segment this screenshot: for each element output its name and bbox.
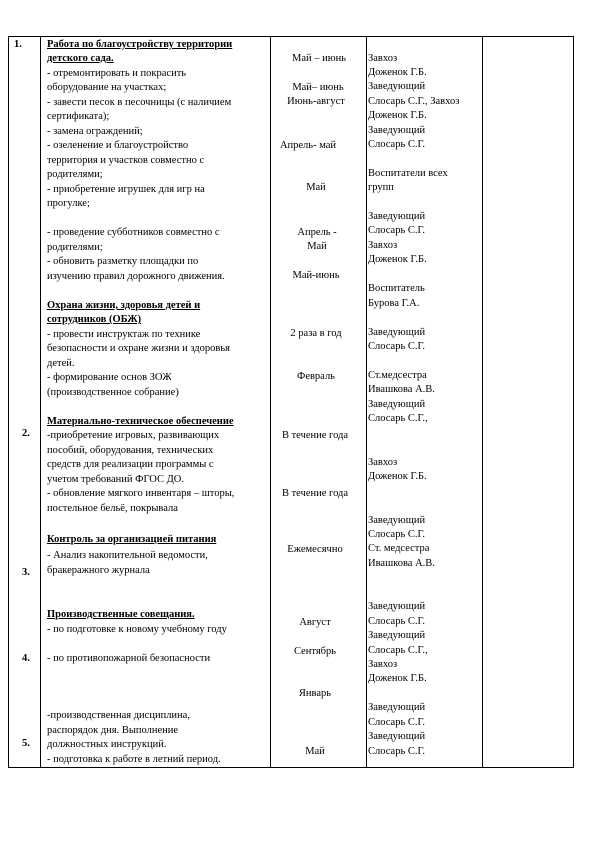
activity-line: - по подготовке к новому учебному году	[47, 624, 227, 635]
activity-line: средств для реализации программы с	[47, 459, 214, 470]
column-divider	[270, 37, 271, 767]
responsible-line: Доженок Г.Б.	[368, 254, 427, 265]
row-number: 1.	[14, 39, 22, 50]
term: Февраль	[297, 371, 335, 382]
term: Май	[305, 746, 325, 757]
section-title: Контроль за организацией питания	[47, 534, 217, 545]
column-divider	[366, 37, 367, 767]
activity-line: должностных инструкций.	[47, 739, 167, 750]
activity-line: -производственная дисциплина,	[47, 710, 190, 721]
responsible-line: Заведующий	[368, 702, 426, 713]
responsible-line: Завхоз	[368, 240, 398, 251]
activity-line: прогулке;	[47, 198, 90, 209]
responsible-line: Заведующий	[368, 327, 426, 338]
responsible-line: Доженок Г.Б.	[368, 110, 427, 121]
activity-line: - обновить разметку площадки по	[47, 256, 199, 267]
activity-line: сертификата);	[47, 111, 110, 122]
term: Август	[299, 617, 331, 628]
activity-line: постельное бельё, покрывала	[47, 503, 178, 514]
activity-line: родителями;	[47, 242, 103, 253]
activity-line: - Анализ накопительной ведомости,	[47, 550, 208, 561]
responsible-line: Слосарь С.Г.	[368, 616, 426, 627]
responsible-line: Заведующий	[368, 211, 426, 222]
activity-line: распорядок дня. Выполнение	[47, 725, 179, 736]
activity-line: (производственное собрание)	[47, 387, 179, 398]
responsible-line: Слосарь С.Г.,	[368, 645, 428, 656]
responsible-line: Слосарь С.Г.	[368, 139, 426, 150]
term: Июнь-август	[287, 96, 345, 107]
section-title: сотрудников (ОБЖ)	[47, 314, 142, 325]
row-number: 4.	[22, 653, 30, 664]
activity-line: родителями;	[47, 169, 103, 180]
activity-line: бракеражного журнала	[47, 565, 150, 576]
term: В течение года	[281, 488, 349, 499]
responsible-line: Воспитатели всех	[368, 168, 448, 179]
column-divider	[40, 37, 41, 767]
activity-line: -приобретение игровых, развивающих	[47, 430, 220, 441]
activity-line: - отремонтировать и покрасить	[47, 68, 187, 79]
term: Май	[307, 241, 327, 252]
term: 2 раза в год	[290, 328, 342, 339]
activity-line: - приобретение игрушек для игр на	[47, 184, 205, 195]
activity-line: изучению правил дорожного движения.	[47, 271, 225, 282]
responsible-line: Слосарь С.Г., Завхоз	[368, 96, 460, 107]
responsible-line: Заведующий	[368, 515, 426, 526]
term: Январь	[298, 688, 332, 699]
activity-line: - замена ограждений;	[47, 126, 143, 137]
responsible-line: Заведующий	[368, 630, 426, 641]
activity-line: - озеленение и благоустройство	[47, 140, 189, 151]
responsible-line: Заведующий	[368, 731, 426, 742]
row-number: 2.	[22, 428, 30, 439]
term: В течение года	[281, 430, 349, 441]
activity-line: - проведение субботников совместно с	[47, 227, 220, 238]
activity-line: пособий, оборудования, технических	[47, 445, 214, 456]
responsible-line: Ивашкова А.В.	[368, 384, 435, 395]
section-title: Охрана жизни, здоровья детей и	[47, 300, 201, 311]
responsible-line: Доженок Г.Б.	[368, 673, 427, 684]
responsible-line: Доженок Г.Б.	[368, 67, 427, 78]
responsible-line: Завхоз	[368, 53, 398, 64]
responsible-line: Слосарь С.Г.	[368, 746, 426, 757]
section-title: Материально-техническое обеспечение	[47, 416, 234, 427]
responsible-line: Завхоз	[368, 659, 398, 670]
activity-line: - обновление мягкого инвентаря – шторы,	[47, 488, 235, 499]
responsible-line: Ивашкова А.В.	[368, 558, 435, 569]
activity-line: оборудование на участках;	[47, 82, 167, 93]
column-divider	[482, 37, 483, 767]
responsible-line: Доженок Г.Б.	[368, 471, 427, 482]
term: Апрель -	[297, 227, 337, 238]
term: Ежемесячно	[287, 544, 343, 555]
term: Сентябрь	[293, 646, 337, 657]
responsible-line: Слосарь С.Г.	[368, 225, 426, 236]
row-number: 3.	[22, 567, 30, 578]
activity-line: учетом требований ФГОС ДО.	[47, 474, 184, 485]
responsible-line: Слосарь С.Г.	[368, 717, 426, 728]
responsible-line: Слосарь С.Г.	[368, 529, 426, 540]
responsible-line: Бурова Г.А.	[368, 298, 420, 309]
term: Май-июнь	[292, 270, 340, 281]
section-title: Работа по благоустройству территории	[47, 39, 233, 50]
section-title: детского сада.	[47, 53, 114, 64]
activity-line: безопасности и охране жизни и здоровья	[47, 343, 230, 354]
activity-line: - формирование основ ЗОЖ	[47, 372, 172, 383]
term: Май	[306, 182, 326, 193]
term: Май – июнь	[292, 53, 346, 64]
responsible-line: Заведующий	[368, 81, 426, 92]
activity-line: территория и участков совместно с	[47, 155, 205, 166]
row-number: 5.	[22, 738, 30, 749]
activity-line: - подготовка к работе в летний период.	[47, 754, 221, 765]
activity-line: - завести песок в песочницы (с наличием	[47, 97, 232, 108]
section-title: Производственные совещания.	[47, 609, 195, 620]
responsible-line: Завхоз	[368, 457, 398, 468]
responsible-line: Заведующий	[368, 601, 426, 612]
responsible-line: Слосарь С.Г.,	[368, 413, 428, 424]
term: Апрель- май	[279, 140, 337, 151]
responsible-line: Ст. медсестра	[368, 543, 430, 554]
term: Май– июнь	[292, 82, 344, 93]
responsible-line: Ст.медсестра	[368, 370, 427, 381]
responsible-line: Слосарь С.Г.	[368, 341, 426, 352]
activity-line: детей.	[47, 358, 75, 369]
responsible-line: Воспитатель	[368, 283, 425, 294]
responsible-line: Заведующий	[368, 125, 426, 136]
responsible-line: групп	[368, 182, 394, 193]
activity-line: - провести инструктаж по технике	[47, 329, 201, 340]
responsible-line: Заведующий	[368, 399, 426, 410]
activity-line: - по противопожарной безопасности	[47, 653, 211, 664]
